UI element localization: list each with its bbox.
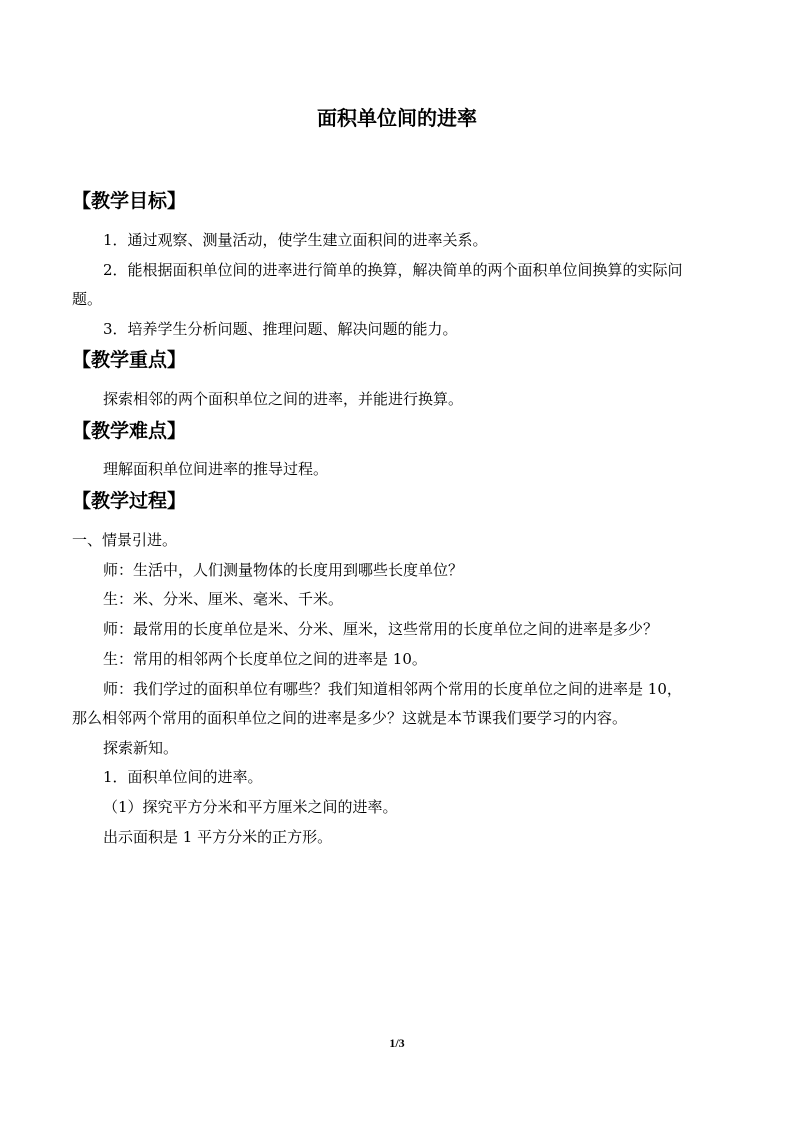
objective-item-1: 1．通过观察、测量活动，使学生建立面积间的进率关系。 bbox=[103, 231, 488, 249]
heading-key-points: 【教学重点】 bbox=[72, 349, 187, 371]
page-title: 面积单位间的进率 bbox=[317, 106, 477, 130]
process-line-6-continued: 那么相邻两个常用的面积单位之间的进率是多少？这就是本节课我们要学习的内容。 bbox=[72, 709, 628, 727]
process-line-2: 师：生活中，人们测量物体的长度用到哪些长度单位？ bbox=[103, 561, 464, 579]
process-line-10: 出示面积是 1 平方分米的正方形。 bbox=[103, 828, 333, 846]
heading-difficulties: 【教学难点】 bbox=[72, 420, 187, 442]
heading-objectives: 【教学目标】 bbox=[72, 190, 187, 212]
page-number: 1/3 bbox=[389, 1036, 405, 1050]
key-points-text: 探索相邻的两个面积单位之间的进率，并能进行换算。 bbox=[103, 390, 464, 408]
process-line-7: 探索新知。 bbox=[103, 739, 179, 757]
process-line-8: 1．面积单位间的进率。 bbox=[103, 768, 263, 786]
heading-process: 【教学过程】 bbox=[72, 490, 187, 512]
process-line-5: 生：常用的相邻两个长度单位之间的进率是 10。 bbox=[103, 650, 427, 668]
objective-item-3: 3．培养学生分析问题、推理问题、解决问题的能力。 bbox=[103, 320, 458, 338]
process-line-9: （1）探究平方分米和平方厘米之间的进率。 bbox=[103, 798, 398, 816]
process-line-1: 一、情景引进。 bbox=[72, 531, 178, 549]
difficulties-text: 理解面积单位间进率的推导过程。 bbox=[103, 460, 329, 478]
objective-item-2: 2．能根据面积单位间的进率进行简单的换算，解决简单的两个面积单位间换算的实际问 bbox=[103, 261, 683, 279]
objective-item-2-continued: 题。 bbox=[72, 290, 103, 308]
process-line-3: 生：米、分米、厘米、毫米、千米。 bbox=[103, 590, 344, 608]
process-line-4: 师：最常用的长度单位是米、分米、厘米，这些常用的长度单位之间的进率是多少？ bbox=[103, 620, 659, 638]
process-line-6: 师：我们学过的面积单位有哪些？我们知道相邻两个常用的长度单位之间的进率是 10， bbox=[103, 680, 682, 698]
